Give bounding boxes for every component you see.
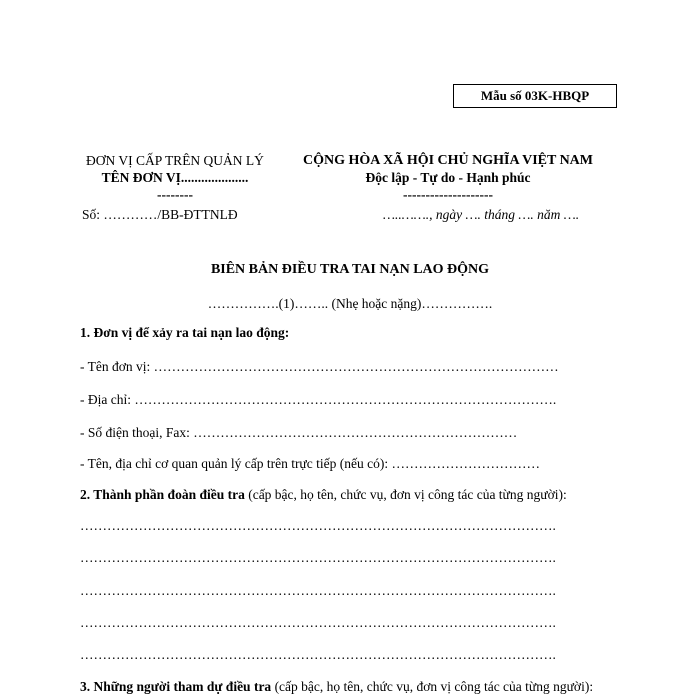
section-3-heading-note: (cấp bậc, họ tên, chức vụ, đơn vị công tác của từng người): bbox=[271, 679, 594, 694]
severity-line: …………….(1)…….. (Nhẹ hoặc nặng)……………. bbox=[207, 296, 493, 311]
issuing-unit-block bbox=[70, 152, 280, 203]
address-field: - Địa chỉ: …………………………………………………………………………………. bbox=[80, 392, 557, 407]
parent-agency-field: - Tên, địa chỉ cơ quan quản lý cấp trên trực tiếp (nếu có): …………………………… bbox=[80, 456, 540, 471]
blank-line: ……………………………………………………………………………………………. bbox=[80, 583, 556, 598]
section-1-heading: 1. Đơn vị để xảy ra tai nạn lao động: bbox=[80, 325, 290, 340]
document-date: …..……., ngày …. tháng …. năm …. bbox=[383, 207, 580, 222]
section-2-heading-note: (cấp bậc, họ tên, chức vụ, đơn vị công tác của từng người): bbox=[244, 487, 567, 502]
parent-unit-label: ĐƠN VỊ CẤP TRÊN QUẢN LÝ bbox=[86, 153, 264, 168]
motto: Độc lập - Tự do - Hạnh phúc bbox=[365, 170, 531, 185]
section-3-heading-bold: 3. Những người tham dự điều tra bbox=[80, 679, 272, 694]
section-2-heading-bold: 2. Thành phần đoàn điều tra bbox=[80, 487, 245, 502]
blank-line: ……………………………………………………………………………………………. bbox=[80, 518, 556, 533]
phone-fax-field: - Số điện thoại, Fax: ……………………………………………………………… bbox=[80, 425, 518, 440]
unit-name-label: TÊN ĐƠN VỊ.................... bbox=[101, 170, 249, 185]
blank-line: ……………………………………………………………………………………………. bbox=[80, 550, 556, 565]
blank-line: ……………………………………………………………………………………………. bbox=[80, 615, 556, 630]
page-title: BIÊN BẢN ĐIỀU TRA TAI NẠN LAO ĐỘNG bbox=[210, 262, 490, 277]
right-divider: -------------------- bbox=[403, 187, 493, 202]
unit-name-field: - Tên đơn vị: ……………………………………………………………………………… bbox=[80, 359, 559, 374]
blank-line: ……………………………………………………………………………………………. bbox=[80, 647, 556, 662]
national-motto-block bbox=[268, 152, 628, 203]
form-code-box: Mẫu số 03K-HBQP bbox=[453, 84, 617, 108]
section-3-heading bbox=[80, 679, 593, 695]
section-2-heading bbox=[80, 487, 567, 503]
country-name: CỘNG HÒA XÃ HỘI CHỦ NGHĨA VIỆT NAM bbox=[302, 153, 593, 168]
document-number: Số: …………/BB-ĐTTNLĐ bbox=[82, 207, 238, 222]
left-divider: -------- bbox=[157, 187, 193, 202]
